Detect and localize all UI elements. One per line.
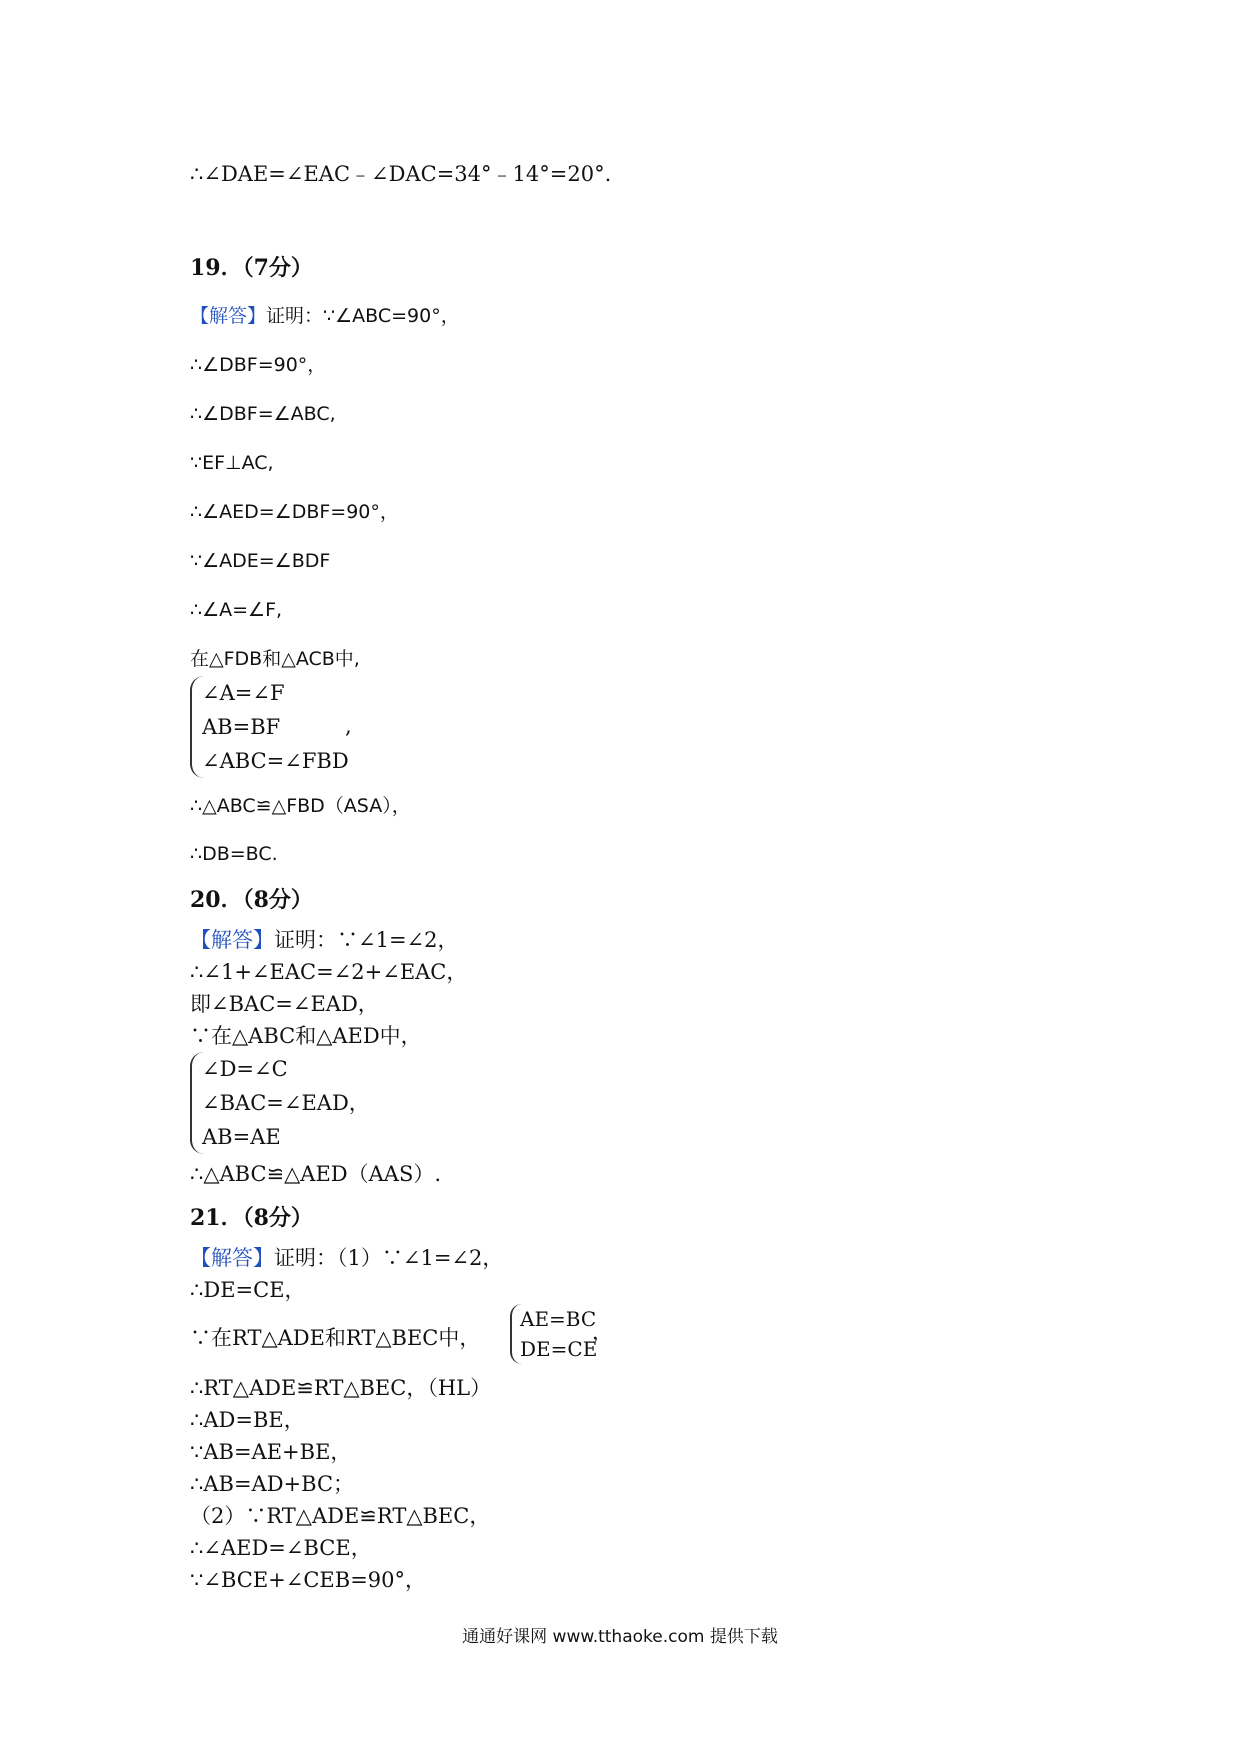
text-line: 在△FDB和△ACB中, — [190, 648, 360, 670]
equation-system — [190, 1052, 370, 1154]
text-line: ∵在RT△ADE和RT△BEC中， — [190, 1326, 481, 1350]
text-line: ∴RT△ADE≌RT△BEC，（HL） — [190, 1376, 492, 1400]
answer-line — [190, 1244, 503, 1272]
system-row: ∠BAC=∠EAD， — [202, 1091, 370, 1115]
text-line: ∴AD=BE， — [190, 1408, 305, 1432]
answer-tag: 【解答】 — [190, 305, 267, 327]
equation-system — [190, 676, 349, 778]
text-line: 即∠BAC=∠EAD， — [190, 992, 379, 1016]
text-line: ∴△ABC≌△FBD（ASA）， — [190, 795, 411, 817]
text-line: ∴∠1+∠EAC=∠2+∠EAC， — [190, 960, 468, 984]
answer-line — [190, 302, 460, 330]
text-span: 证明：∵∠ABC=90°， — [266, 305, 460, 327]
system-row: ∠D=∠C — [202, 1057, 288, 1081]
text-span: 证明：（1）∵∠1=∠2， — [274, 1246, 504, 1270]
system-row: ∠A=∠F — [202, 681, 285, 705]
text-line: ∴∠AED=∠BCE， — [190, 1536, 372, 1560]
text-line: ∵AB=AE+BE， — [190, 1440, 352, 1464]
equation-system — [510, 1304, 597, 1364]
text-line: ∴∠AED=∠DBF=90°， — [190, 501, 399, 523]
text-line: ∴∠DAE=∠EAC﹣∠DAC=34°﹣14°=20°. — [190, 162, 612, 186]
answer-tag: 【解答】 — [190, 1246, 274, 1270]
text-line: ∴AB=AD+BC； — [190, 1472, 355, 1496]
question-20-heading: 20．（8分） — [190, 887, 313, 913]
answer-tag: 【解答】 — [190, 928, 274, 952]
text-span: 证明：∵∠1=∠2， — [274, 928, 459, 952]
text-line: ∵∠BCE+∠CEB=90°， — [190, 1568, 427, 1592]
text-line: ∴DE=CE， — [190, 1278, 306, 1302]
text-line: （2）∵RT△ADE≌RT△BEC， — [190, 1504, 491, 1528]
text-line: ∴∠DBF=90°， — [190, 354, 327, 376]
system-row: AB=BF — [202, 715, 281, 739]
system-row: DE=CE — [520, 1337, 598, 1361]
text-line: ∴∠DBF=∠ABC, — [190, 403, 336, 425]
text-line: ∴△ABC≌△AED（AAS）. — [190, 1162, 442, 1186]
answer-line — [190, 926, 459, 954]
text-line: ∵在△ABC和△AED中， — [190, 1024, 422, 1048]
system-row: AE=BC — [520, 1307, 597, 1331]
question-21-heading: 21．（8分） — [190, 1205, 313, 1231]
page-footer: 通通好课网 www.tthaoke.com 提供下载 — [462, 1627, 778, 1647]
text-line: ∴DB=BC. — [190, 843, 278, 865]
question-19-heading: 19．（7分） — [190, 255, 313, 281]
text-line: ∵∠ADE=∠BDF — [190, 550, 331, 572]
text-line: ∴∠A=∠F, — [190, 599, 283, 621]
text-line: ， — [592, 1320, 613, 1344]
text-line: ∵EF⊥AC, — [190, 452, 274, 474]
text-line: , — [345, 714, 352, 738]
system-row: ∠ABC=∠FBD — [202, 749, 349, 773]
system-row: AB=AE — [202, 1125, 281, 1149]
